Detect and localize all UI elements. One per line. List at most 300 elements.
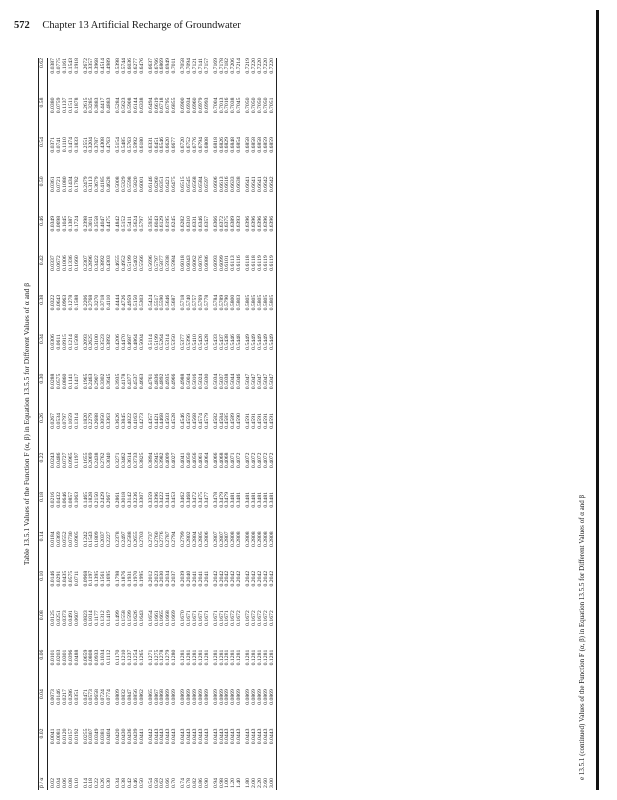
- table-cell: 0.0797: [61, 413, 68, 429]
- table-cell: 0.1654: [147, 610, 154, 626]
- table-cell: 0.0349: [50, 215, 56, 232]
- table-cell: 0.5424: [147, 294, 154, 311]
- table-cell: 0.1265: [138, 649, 145, 666]
- table-cell: 0.4068: [218, 452, 225, 469]
- row-label: 0.74: [180, 778, 187, 788]
- table-cell: 0.7058: [180, 58, 187, 74]
- table-cell: 0.5377: [180, 334, 187, 350]
- table-cell: 0.1214: [67, 334, 74, 350]
- table-cell: 0.2799: [180, 531, 187, 548]
- column-header: 0.04: [39, 689, 46, 700]
- table-cell: 0.5517: [153, 294, 160, 311]
- table-cell: 0.1672: [268, 610, 275, 626]
- table-cell: 0.5757: [191, 294, 198, 311]
- page-number: 572: [14, 20, 30, 31]
- table-cell: 0.4064: [203, 452, 210, 469]
- table-cell: 0.6949: [165, 58, 172, 74]
- table-cell: 0.3472: [191, 491, 198, 508]
- table-cell: 0.5908: [126, 97, 133, 114]
- table-cell: 0.4061: [197, 452, 204, 469]
- table-cell: 0.5598: [126, 176, 133, 193]
- table-cell: 0.0869: [212, 689, 219, 705]
- table-cell: 0.1809: [94, 531, 101, 548]
- table-cell: 0.3845: [120, 413, 127, 429]
- row-label: 0.50: [138, 778, 145, 788]
- table-cell: 0.1671: [212, 610, 219, 626]
- table-cell: 0.5797: [138, 215, 145, 232]
- table-cell: 0.6606: [212, 176, 219, 193]
- table-cell: 0.1063: [73, 491, 80, 508]
- table-cell: 0.5438: [224, 334, 231, 350]
- table-cell: 0.5623: [120, 97, 127, 114]
- table-cell: 0.6641: [251, 176, 258, 193]
- table-cell: 0.5935: [147, 215, 154, 232]
- table-cell: 0.0933: [94, 649, 101, 666]
- table-cell: 0.1279: [165, 649, 172, 666]
- table-cell: 0.0380: [50, 97, 56, 114]
- table-cell: 0.3142: [126, 491, 133, 508]
- table-cell: 0.2762: [100, 452, 107, 469]
- table-cell: 0.4041: [180, 452, 187, 469]
- table-cell: 0.0432: [55, 491, 62, 508]
- data-table: [38, 58, 277, 790]
- table-cell: 0.1695: [106, 570, 113, 587]
- table-cell: 0.4574: [197, 413, 204, 429]
- table-cell: 0.5420: [197, 334, 204, 350]
- table-cell: 0.1558: [120, 610, 127, 626]
- table-cell: 0.4072: [236, 452, 243, 469]
- table-cell: 0.4591: [245, 413, 252, 429]
- table-cell: 0.5154: [115, 137, 122, 153]
- table-cell: 0.1508: [73, 334, 80, 350]
- table-cell: 0.1275: [153, 649, 160, 666]
- table-cell: 0.0307: [88, 728, 95, 745]
- table-cell: 0.3018: [120, 491, 127, 508]
- table-cell: 0.1671: [218, 610, 225, 626]
- table-cell: 0.3236: [132, 491, 139, 508]
- table-cell: 0.0869: [191, 689, 198, 705]
- table-cell: 0.0646: [61, 491, 68, 508]
- row-label: 2.60: [262, 778, 269, 788]
- table-cell: 0.5448: [236, 334, 243, 350]
- table-cell: 0.3481: [262, 491, 269, 508]
- table-cell: 0.6101: [224, 255, 231, 271]
- table-cell: 0.5303: [138, 294, 145, 311]
- table-cell: 0.2307: [82, 255, 89, 271]
- table-cell: 0.4178: [120, 373, 127, 390]
- table-cell: 0.2551: [82, 137, 89, 153]
- table-cell: 0.1671: [203, 610, 210, 626]
- table-cell: 0.0443: [218, 728, 225, 745]
- table-cell: 0.7178: [218, 58, 225, 74]
- table-cell: 0.6451: [153, 137, 160, 153]
- column-header: 0.26: [39, 413, 46, 424]
- table-cell: 0.0868: [159, 689, 166, 705]
- table-cell: 0.0809: [115, 689, 122, 705]
- table-cell: 0.2907: [94, 373, 101, 390]
- table-cell: 0.4582: [212, 413, 219, 429]
- table-cell: 0.1660: [73, 255, 80, 271]
- table-cell: 0.6545: [186, 176, 193, 193]
- table-cell: 0.6282: [180, 215, 187, 232]
- table-cell: 0.1014: [88, 610, 95, 626]
- row-label: 0.94: [212, 778, 219, 788]
- table-cell: 0.0869: [203, 689, 210, 705]
- table-cell: 0.3270: [94, 294, 101, 311]
- table-cell: 0.2378: [115, 531, 122, 548]
- table-cell: 0.1080: [61, 176, 68, 193]
- table-cell: 0.2807: [224, 531, 231, 548]
- table-cell: 0.1671: [197, 610, 204, 626]
- table-cell: 0.4883: [106, 97, 113, 114]
- table-cell: 0.2030: [159, 570, 166, 587]
- table-cell: 0.5790: [224, 294, 231, 311]
- row-label: 1.20: [230, 778, 237, 788]
- table-cell: 0.6776: [191, 137, 198, 153]
- table-cell: 0.2398: [82, 215, 89, 232]
- table-cell: 0.1672: [262, 610, 269, 626]
- table-cell: 0.2655: [132, 531, 139, 548]
- table-cell: 0.4988: [180, 373, 187, 390]
- table-cell: 0.0905: [73, 531, 80, 548]
- table-cell: 0.0721: [55, 176, 62, 193]
- table-cell: 0.4047: [100, 215, 107, 232]
- table-cell: 0.5992: [132, 137, 139, 153]
- table-cell: 0.7220: [251, 58, 258, 74]
- table-cell: 0.4687: [126, 334, 133, 350]
- table-cell: 0.5449: [257, 334, 263, 350]
- table-cell: 0.3113: [88, 176, 95, 192]
- table-cell: 0.7220: [262, 58, 269, 74]
- table-cell: 0.3935: [115, 373, 122, 390]
- table-cell: 0.3894: [147, 452, 154, 469]
- table-cell: 0.0435: [61, 570, 68, 587]
- table-cell: 0.0420: [115, 728, 122, 745]
- table-cell: 0.0443: [251, 728, 258, 745]
- table-cell: 0.0575: [67, 570, 74, 587]
- table-cell: 0.1281: [251, 649, 258, 666]
- table-cell: 0.2042: [236, 570, 243, 587]
- table-cell: 0.1141: [67, 373, 74, 390]
- table-cell: 0.2807: [212, 531, 219, 548]
- table-cell: 0.0862: [138, 689, 145, 705]
- table-cell: 0.2808: [257, 531, 263, 548]
- table-cell: 0.2037: [171, 570, 178, 587]
- column-header: 0.62: [39, 58, 46, 68]
- rotated-table: [20, 58, 560, 790]
- table-cell: 0.1543: [67, 58, 74, 74]
- table-cell: 0.1970: [132, 570, 139, 587]
- table-cell: 0.3679: [94, 176, 101, 193]
- table-cell: 0.0443: [230, 728, 237, 745]
- table-cell: 0.0443: [171, 728, 178, 745]
- table-cell: 0.4050: [186, 452, 193, 469]
- table-cell: 0.2806: [203, 531, 210, 548]
- table-cell: 0.6638: [236, 176, 243, 193]
- table-cell: 0.4864: [132, 334, 139, 350]
- table-cell: 0.4590: [236, 413, 243, 429]
- table-cell: 0.4952: [120, 255, 127, 271]
- table-cell: 0.1828: [88, 491, 95, 508]
- table-cell: 0.1876: [120, 570, 127, 587]
- table-cell: 0.6476: [138, 58, 145, 74]
- table-cell: 0.5877: [159, 255, 166, 271]
- table-cell: 0.1281: [203, 649, 210, 666]
- table-cell: 0.2023: [153, 570, 160, 587]
- table-cell: 0.1281: [212, 649, 219, 666]
- table-cell: 0.6818: [212, 137, 219, 153]
- table-cell: 0.4009: [165, 452, 172, 469]
- table-cell: 0.2768: [88, 294, 95, 311]
- table-cell: 0.0488: [73, 649, 80, 666]
- table-cell: 0.1419: [106, 610, 113, 626]
- table-cell: 0.1965: [82, 373, 89, 390]
- table-cell: 0.0869: [251, 689, 258, 705]
- table-cell: 0.1643: [138, 610, 145, 626]
- table-cell: 0.6018: [180, 255, 187, 271]
- table-cell: 0.2625: [88, 334, 95, 350]
- table-cell: 0.1465: [82, 491, 89, 508]
- table-cell: 0.4072: [245, 452, 252, 469]
- table-cell: 0.2279: [88, 413, 95, 429]
- table-cell: 0.5199: [126, 255, 133, 271]
- table-cell: 0.0968: [82, 570, 89, 587]
- table-cell: 0.2042: [218, 570, 225, 587]
- table-cell: 0.1655: [82, 452, 89, 469]
- table-cell: 0.0337: [50, 255, 56, 271]
- table-cell: 0.4468: [159, 413, 166, 429]
- table-cell: 0.0869: [197, 689, 204, 705]
- table-cell: 0.0491: [67, 610, 74, 626]
- table-cell: 0.2012: [147, 570, 154, 587]
- table-cell: 0.0430: [120, 728, 127, 745]
- table-cell: 0.0351: [73, 689, 80, 705]
- table-cell: 0.6934: [186, 97, 193, 114]
- table-cell: 0.0439: [132, 728, 139, 745]
- table-cell: 0.1197: [73, 452, 80, 468]
- row-label: 1.40: [236, 778, 243, 788]
- table-cell: 0.5428: [203, 334, 210, 350]
- table-cell: 0.1672: [245, 610, 252, 626]
- table-cell: 0.6718: [159, 97, 166, 114]
- table-cell: 0.2041: [197, 570, 204, 587]
- table-body: [48, 58, 277, 790]
- table-cell: 0.5805: [268, 294, 275, 311]
- table-cell: 0.6848: [230, 137, 237, 153]
- table-cell: 0.3357: [88, 58, 95, 74]
- table-cell: 0.5350: [171, 334, 178, 350]
- table-cell: 0.6396: [257, 215, 263, 232]
- table-cell: 0.0869: [180, 689, 187, 705]
- row-label: 0.34: [115, 778, 122, 788]
- table-cell: 0.4444: [115, 294, 122, 311]
- table-cell: 0.6396: [245, 215, 252, 232]
- table-cell: 0.0217: [61, 689, 68, 705]
- table-cell: 0.2039: [180, 570, 187, 587]
- row-label: 0.58: [153, 778, 160, 788]
- table-cell: 0.5016: [191, 373, 198, 390]
- table-cell: 0.6396: [262, 215, 269, 232]
- table-cell: 0.6062: [191, 255, 198, 271]
- table-cell: 0.4163: [132, 413, 139, 429]
- table-cell: 0.1670: [180, 610, 187, 626]
- table-cell: 0.3422: [94, 255, 101, 271]
- table-cell: 0.1434: [67, 176, 74, 193]
- table-cell: 0.7141: [197, 58, 204, 74]
- table-cell: 0.1665: [159, 610, 166, 626]
- table-cell: 0.6993: [203, 97, 210, 114]
- table-cell: 0.1242: [82, 531, 89, 548]
- table-cell: 0.4503: [165, 413, 172, 429]
- table-cell: 0.6858: [251, 137, 258, 153]
- table-cell: 0.0534: [55, 413, 62, 429]
- row-label: 0.62: [159, 778, 166, 788]
- table-cell: 0.4528: [171, 413, 178, 429]
- table-cell: 0.3945: [153, 452, 160, 469]
- table-cell: 0.6331: [147, 137, 154, 153]
- table-cell: 0.0672: [55, 255, 62, 271]
- table-cell: 0.1672: [251, 610, 258, 626]
- table-cell: 0.4303: [106, 255, 113, 271]
- table-cell: 0.1254: [132, 649, 139, 666]
- table-cell: 0.5446: [230, 334, 237, 350]
- table-cell: 0.5769: [197, 294, 204, 311]
- table-cell: 0.0869: [268, 689, 275, 705]
- table-cell: 0.5800: [230, 294, 237, 311]
- table-cell: 0.0373: [61, 610, 68, 626]
- table-cell: 0.5938: [165, 255, 172, 271]
- table-cell: 0.2787: [165, 531, 172, 548]
- table-cell: 0.6808: [203, 137, 210, 153]
- table-cell: 0.2588: [126, 531, 133, 548]
- table-cell: 0.6766: [153, 58, 160, 74]
- table-cell: 0.3050: [100, 413, 107, 429]
- table-cell: 0.4761: [147, 373, 154, 390]
- table-cell: 0.6960: [191, 97, 198, 114]
- table-cell: 0.0081: [55, 728, 62, 745]
- table-cell: 0.6119: [268, 255, 275, 271]
- table-cell: 0.0381: [100, 728, 107, 745]
- table-cell: 0.5763: [126, 137, 133, 153]
- row-label: 0.38: [120, 778, 127, 788]
- table-cell: 0.0808: [88, 649, 95, 666]
- table-cell: 0.1878: [73, 97, 80, 114]
- table-cell: 0.0267: [50, 413, 56, 429]
- table-cell: 0.1281: [191, 649, 198, 666]
- table-cell: 0.4892: [159, 373, 166, 390]
- table-row: [270, 58, 276, 790]
- table-cell: 0.0443: [257, 728, 263, 745]
- table-cell: 0.2042: [268, 570, 275, 587]
- table-cell: 0.5984: [171, 255, 178, 271]
- table-cell: 0.7157: [203, 58, 210, 74]
- table-cell: 0.1281: [180, 649, 187, 666]
- table-cell: 0.4273: [138, 413, 145, 429]
- table-cell: 0.6331: [191, 215, 198, 232]
- table-cell: 0.3302: [100, 373, 107, 390]
- row-label: 0.78: [186, 778, 193, 788]
- table-cell: 0.5114: [147, 334, 154, 350]
- table-cell: 0.5034: [212, 373, 219, 390]
- table-cell: 0.5008: [115, 176, 122, 193]
- table-cell: 0.6720: [180, 137, 187, 153]
- page-header: [14, 20, 241, 31]
- row-label: 0.10: [73, 778, 80, 788]
- table-cell: 0.4591: [262, 413, 269, 429]
- table-cell: 0.4584: [218, 413, 225, 429]
- table-cell: 0.0288: [50, 373, 56, 390]
- table-cell: 0.0073: [50, 689, 56, 705]
- table-cell: 0.2703: [138, 531, 145, 548]
- table-cell: 0.1314: [73, 413, 80, 429]
- table-cell: 0.1782: [73, 176, 80, 193]
- table-cell: 0.5047: [268, 373, 275, 390]
- table-cell: 0.1281: [197, 649, 204, 666]
- table-cell: 0.6375: [224, 215, 231, 232]
- table-cell: 0.0869: [218, 689, 225, 705]
- table-cell: 0.2808: [236, 531, 243, 548]
- table-cell: 0.0203: [55, 649, 62, 666]
- table-cell: 0.6346: [197, 215, 204, 232]
- table-cell: 0.6036: [126, 58, 133, 74]
- table-cell: 0.1137: [61, 97, 68, 113]
- table-cell: 0.2042: [224, 570, 231, 587]
- table-cell: 0.6616: [224, 176, 231, 193]
- table-cell: 0.7011: [171, 58, 178, 74]
- column-header: 0.14: [39, 531, 46, 542]
- table-cell: 0.0443: [268, 728, 275, 745]
- table-cell: 0.6546: [159, 137, 166, 153]
- corner-label: β / α: [39, 777, 46, 788]
- table-cell: 0.6613: [218, 176, 225, 193]
- row-label: 3.00: [268, 778, 275, 788]
- table-cell: 0.0291: [55, 570, 62, 587]
- table-cell: 0.3481: [236, 491, 243, 508]
- table-cell: 0.3523: [100, 334, 107, 350]
- table-cell: 0.1511: [67, 97, 74, 113]
- table-cell: 0.1034: [100, 649, 107, 666]
- table-cell: 0.1588: [73, 294, 80, 311]
- table-cell: 0.3718: [100, 294, 107, 311]
- table-cell: 0.2808: [230, 531, 237, 548]
- table-cell: 0.6900: [180, 97, 187, 114]
- table-cell: 0.0856: [132, 689, 139, 705]
- table-cell: 0.3481: [251, 491, 258, 508]
- table-cell: 0.5624: [132, 215, 139, 232]
- table-cell: 0.5433: [212, 334, 219, 350]
- table-cell: 0.7050: [257, 97, 263, 114]
- table-cell: 0.4836: [153, 373, 160, 390]
- table-cell: 0.4989: [106, 58, 113, 74]
- table-cell: 0.1599: [126, 610, 133, 626]
- table-cell: 0.2479: [82, 176, 89, 193]
- table-cell: 0.5004: [186, 373, 193, 390]
- table-cell: 0.5449: [268, 334, 275, 350]
- table-cell: 0.2429: [100, 491, 107, 508]
- table-cell: 0.0823: [82, 610, 89, 626]
- table-cell: 0.0869: [165, 689, 172, 705]
- table-cell: 0.4027: [171, 452, 178, 469]
- table-cell: 0.1724: [73, 215, 80, 232]
- table-cell: 0.6119: [262, 255, 269, 271]
- table-cell: 0.1395: [94, 570, 101, 587]
- table-cell: 0.5150: [132, 294, 139, 311]
- table-cell: 0.7182: [224, 58, 231, 74]
- row-label: 0.26: [100, 778, 107, 788]
- table-cell: 0.6619: [153, 97, 160, 114]
- table-cell: 0.6633: [230, 176, 237, 193]
- table-cell: 0.6113: [230, 255, 237, 271]
